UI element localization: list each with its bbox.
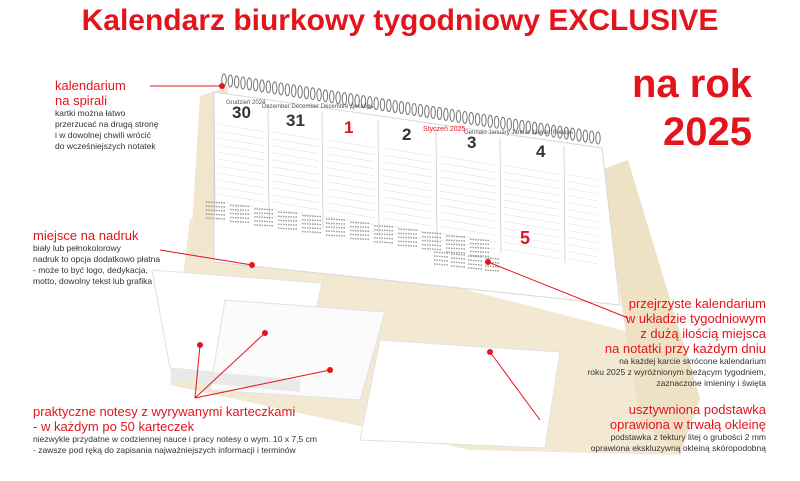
callout-spiral: [55, 78, 215, 152]
spiral-ring: [507, 118, 511, 130]
spiral-ring: [247, 78, 251, 90]
spiral-ring: [323, 90, 327, 102]
page-title: Kalendarz biurkowy tygodniowy EXCLUSIVE: [81, 4, 719, 37]
callout-text: niezwykle przydatne w codziennej nauce i pracy notesy o wym. 10 x 7,5 cm: [33, 434, 317, 444]
year-line-2: 2025: [663, 110, 752, 154]
spiral-ring: [266, 81, 270, 93]
day-number: 1: [344, 118, 354, 137]
spiral-ring: [577, 129, 581, 141]
callout-heading: z dużą ilością miejsca: [640, 326, 766, 341]
month-left: Grudzień 2024: [226, 100, 266, 106]
year-line-1: na rok: [631, 62, 752, 106]
callout-heading: kalendarium: [55, 78, 126, 93]
callout-heading: przejrzyste kalendarium: [628, 296, 766, 311]
callout-notepads: [33, 404, 363, 456]
callout-text: na każdej karcie skrócone kalendarium: [619, 356, 766, 366]
spiral-ring: [475, 113, 479, 125]
month-left-langs: Dezember December Décembre Декабрь: [262, 104, 374, 110]
spiral-ring: [330, 91, 334, 103]
spiral-ring: [494, 116, 498, 128]
callout-heading: na spirali: [55, 93, 108, 108]
callout-text: - może to być logo, dedykacja,: [33, 265, 148, 275]
callout-text: zaznaczone imieniny i święta: [656, 378, 766, 388]
callout-text: i w dowolnej chwili wrócić: [55, 130, 151, 140]
spiral-ring: [469, 112, 473, 124]
callout-base: [506, 402, 766, 454]
day-number: 3: [467, 133, 477, 152]
spiral-ring: [387, 100, 391, 112]
spiral-ring: [253, 79, 257, 91]
callout-print: [33, 228, 203, 287]
callout-text: motto, dowolny tekst lub grafika: [33, 276, 153, 286]
callout-heading: - w każdym po 50 karteczek: [33, 419, 195, 434]
spiral-ring: [589, 131, 593, 143]
spiral-ring: [393, 101, 397, 113]
spiral-ring: [292, 85, 296, 97]
day-number: 5: [520, 228, 531, 248]
month-right: Styczeń 2025: [423, 126, 466, 133]
spiral-ring: [374, 98, 378, 110]
spiral-ring: [425, 105, 429, 117]
spiral-ring: [399, 102, 403, 114]
spiral-ring: [260, 80, 264, 92]
callout-heading: miejsce na nadruk: [33, 228, 139, 243]
day-number: 2: [402, 125, 412, 144]
spiral-ring: [596, 132, 600, 144]
spiral-ring: [304, 87, 308, 99]
callout-text: przerzucać na drugą stronę: [55, 119, 159, 129]
spiral-ring: [228, 75, 232, 87]
day-number: 30: [232, 103, 251, 122]
callout-text: roku 2025 z wyróżnionym bieżącym tygodniem,: [587, 367, 766, 377]
spiral-ring: [412, 103, 416, 115]
month-right-langs: Gennaio January Januar Janvier Январь: [464, 130, 573, 136]
callout-weekly: [506, 296, 766, 389]
callout-text: do wcześniejszych notatek: [55, 141, 156, 151]
callout-text: podstawka z tektury litej o grubości 2 mm: [610, 432, 766, 442]
spiral-ring: [437, 107, 441, 119]
spiral-ring: [418, 104, 422, 116]
spiral-ring: [285, 84, 289, 96]
spiral-ring: [311, 88, 315, 100]
spiral-ring: [431, 106, 435, 118]
callout-heading: usztywniona podstawka: [628, 402, 766, 417]
spiral-ring: [336, 92, 340, 104]
spiral-ring: [342, 93, 346, 105]
callout-text: nadruk to opcja dodatkowo płatna: [33, 254, 161, 264]
spiral-ring: [482, 114, 486, 126]
spiral-ring: [317, 89, 321, 101]
spiral-ring: [456, 110, 460, 122]
spiral-ring: [273, 82, 277, 94]
spiral-ring: [583, 130, 587, 142]
spiral-ring: [279, 83, 283, 95]
callout-heading: na notatki przy każdym dniu: [604, 341, 766, 356]
spiral-ring: [241, 77, 245, 89]
callout-text: oprawiona ekskluzywną okleiną skóropodobną: [590, 443, 766, 453]
spiral-ring: [450, 109, 454, 121]
spiral-ring: [298, 86, 302, 98]
spiral-ring: [501, 117, 505, 129]
spiral-ring: [406, 103, 410, 115]
callout-text: biały lub pełnokolorowy: [33, 243, 121, 253]
spiral-ring: [234, 76, 238, 88]
spiral-ring: [444, 108, 448, 120]
callout-text: - zawsze pod ręką do zapisania najważniejszych informacji i terminów: [33, 445, 296, 455]
callout-heading: oprawiona w trwałą okleinę: [609, 417, 766, 432]
day-number: 4: [536, 142, 546, 161]
callout-heading: w układzie tygodniowym: [625, 311, 766, 326]
callout-text: kartki można łatwo: [55, 108, 126, 118]
spiral-ring: [380, 99, 384, 111]
spiral-ring: [488, 115, 492, 127]
day-number: 31: [286, 111, 305, 130]
callout-heading: praktyczne notesy z wyrywanymi karteczkami: [33, 404, 296, 419]
spiral-ring: [463, 111, 467, 123]
